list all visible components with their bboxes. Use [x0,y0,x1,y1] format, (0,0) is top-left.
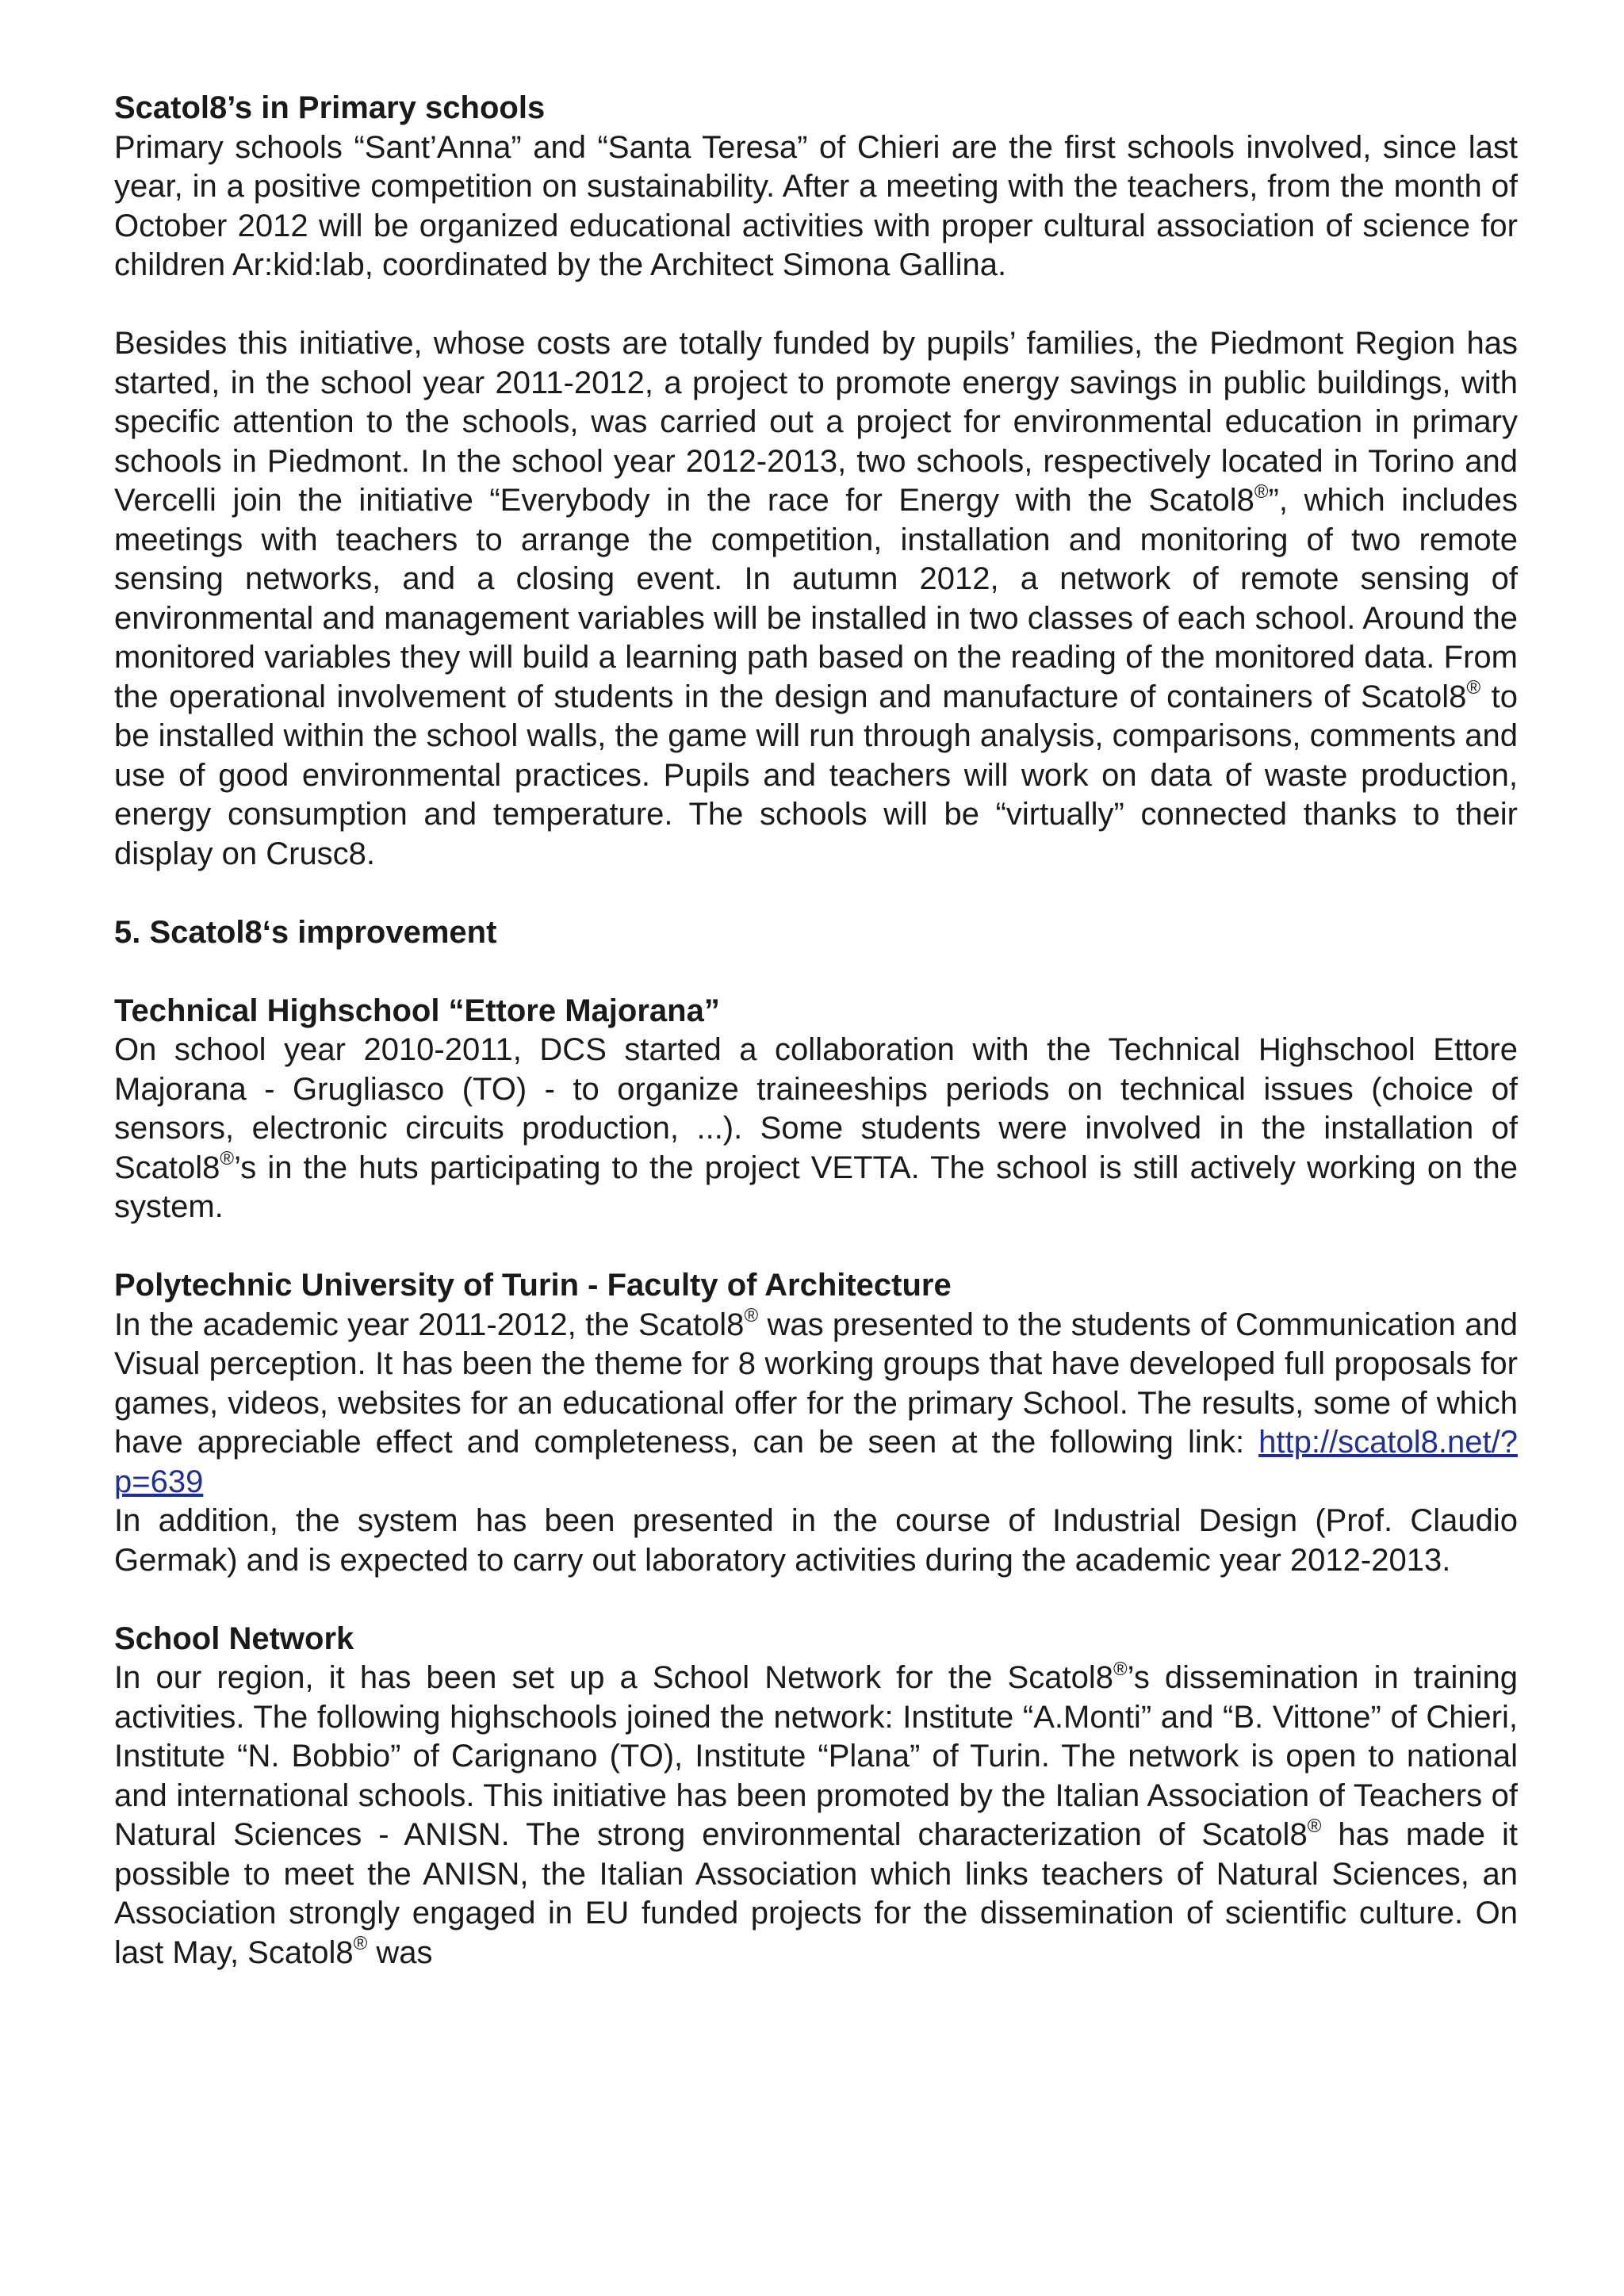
text-segment: was presented to the students of Communication and Visual perception. It has been the theme for 8 working groups that have developed full proposals for games, videos, websites for an educational offer for the primary School. The results, some of which have appreciable effect and completeness, can be seen at the following link: [114,1307,1518,1460]
text-segment: ’s dissemination in training activities. The following highschools joined the network: Institute “A.Monti” and “B. Vittone” of Chieri, Institute “N. Bobbio” of Carignano (TO), Institute “Plana” of Turin. The network is open to national and international schools. This initiative has been promoted by the Italian Association of Teachers of Natural Sciences - ANISN. The strong environmental characterization of Scatol8 [114,1660,1518,1852]
paragraph-industrial-design: In addition, the system has been presented in the course of Industrial Design (Prof. Claudio Germak) and is expected to carry out laboratory activities during the academic year 2012-2013. [114,1503,1518,1578]
text-segment: In the academic year 2011-2012, the Scatol8 [114,1307,745,1342]
registered-mark: ® [744,1305,759,1327]
text-segment: to be installed within the school walls, the game will run through analysis, comparisons, comments and use of good environmental practices. Pupils and teachers will work on data of waste production, energy consumption and temperature. The schools will be “virtually” connected thanks to their display on Crusc8. [114,679,1518,871]
text-segment: ’s in the huts participating to the project VETTA. The school is still actively working on the system. [114,1150,1518,1224]
heading-majorana: Technical Highschool “Ettore Majorana” [114,993,720,1028]
text-segment: was [367,1934,433,1970]
heading-polytechnic: Polytechnic University of Turin - Faculty of Architecture [114,1268,952,1303]
document-page [114,89,1518,1973]
paragraph-majorana [114,1031,1518,1227]
spacer [114,952,1518,992]
paragraph-polytechnic [114,1306,1518,1502]
spacer [114,1227,1518,1267]
registered-mark: ® [1307,1815,1322,1837]
text-segment: ”, which includes meetings with teachers to arrange the competition, installation and monitoring of two remote sensing networks, and a closing event. In autumn 2012, a network of remote sensing of environmental and management variables will be installed in two classes of each school. Around the monitored variables they will build a learning path based on the reading of the monitored data. From the operational involvement of students in the design and manufacture of containers of Scatol8 [114,483,1519,714]
text-segment: Besides this initiative, whose costs are totally funded by pupils’ families, the Piedmont Region has started, in the school year 2011-2012, a project to promote energy savings in public buildings, with specific attention to the schools, was carried out a project for environmental education in primary schools in Piedmont. In the school year 2012-2013, two schools, respectively located in Torino and Vercelli join the initiative “Everybody in the race for Energy with the Scatol8 [114,326,1518,518]
heading-school-network: School Network [114,1621,354,1656]
registered-mark: ® [220,1148,235,1170]
registered-mark: ® [353,1933,368,1955]
text-segment: On school year 2010-2011, DCS started a collaboration with the Technical Highschool Ettore Majorana - Grugliasco (TO) - to organize traineeships periods on technical issues (choice of sensors, electronic circuits production, ...). Some students were involved in the installation of Scatol8 [114,1032,1518,1185]
paragraph-piedmont-region [114,324,1518,874]
text-segment: has made it possible to meet the ANISN, the Italian Association which links teachers of Natural Sciences, an Association strongly engaged in EU funded projects for the dissemination of scientific culture. On last May, Scatol8 [114,1817,1518,1970]
paragraph-primary-intro: Primary schools “Sant’Anna” and “Santa Teresa” of Chieri are the first schools involved, since last year, in a positive competition on sustainability. After a meeting with the teachers, from the month of October 2012 will be organized educational activities with proper cultural association of science for children Ar:kid:lab, coordinated by the Architect Simona Gallina. [114,129,1518,282]
scatol8-link[interactable]: http://scatol8.net/?p=639 [114,1425,1518,1499]
heading-primary-schools: Scatol8’s in Primary schools [114,90,546,125]
text-segment: In our region, it has been set up a School Network for the Scatol8 [114,1660,1113,1695]
heading-improvement: 5. Scatol8‘s improvement [114,914,497,950]
spacer [114,1580,1518,1620]
registered-mark: ® [1254,480,1269,503]
spacer [114,285,1518,325]
spacer [114,874,1518,913]
registered-mark: ® [1113,1658,1128,1680]
registered-mark: ® [1466,677,1481,699]
paragraph-school-network [114,1659,1518,1973]
